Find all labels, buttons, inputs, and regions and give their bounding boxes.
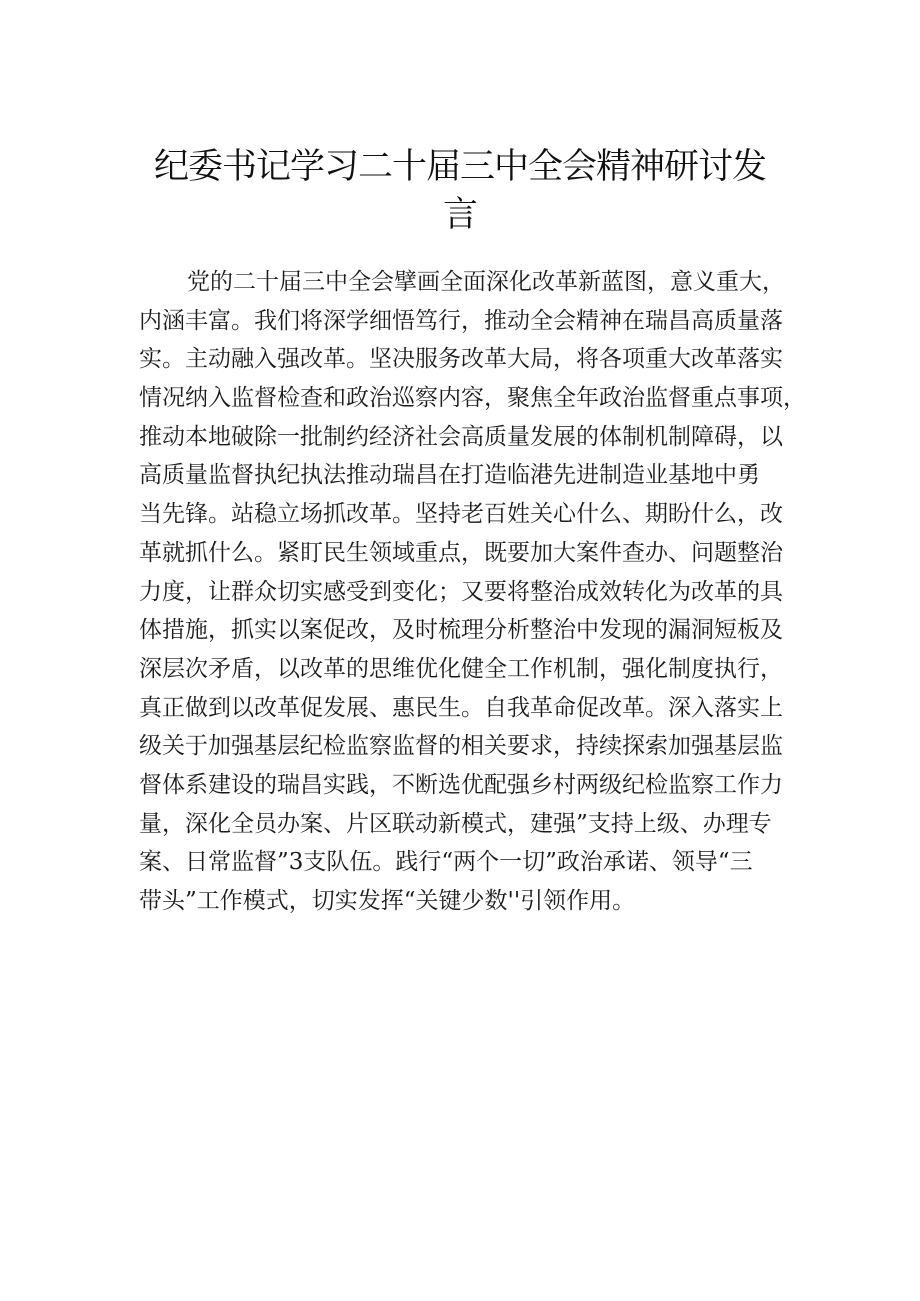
document-title <box>150 143 770 239</box>
body-line: 革就抓什么。紧盯民生领域重点，既要加大案件查办、问题整治 <box>139 539 783 566</box>
title-line-2: 言 <box>442 195 477 235</box>
body-line: 深层次矛盾，以改革的思维优化健全工作机制，强化制度执行， <box>139 655 783 682</box>
body-line: 力度，让群众切实感受到变化；又要将整治成效转化为改革的具 <box>139 578 783 605</box>
body-line: 督体系建设的瑞昌实践，不断选优配强乡村两级纪检监察工作力 <box>139 771 783 798</box>
body-line: 高质量监督执纪执法推动瑞昌在打造临港先进制造业基地中勇 <box>139 462 760 489</box>
body-line: 当先锋。站稳立场抓改革。坚持老百姓关心什么、期盼什么，改 <box>139 501 783 528</box>
body-line: 情况纳入监督检查和政治巡察内容，聚焦全年政治监督重点事项， <box>139 385 806 412</box>
document-body <box>139 263 806 921</box>
title-line-1: 纪委书记学习二十届三中全会精神研讨发 <box>153 147 766 187</box>
body-line: 党的二十届三中全会擘画全面深化改革新蓝图，意义重大， <box>187 269 785 295</box>
body-line: 量，深化全员办案、片区联动新模式，建强”支持上级、办理专 <box>139 810 772 837</box>
body-line: 真正做到以改革促发展、惠民生。自我革命促改革。深入落实上 <box>139 694 783 721</box>
body-line: 内涵丰富。我们将深学细悟笃行，推动全会精神在瑞昌高质量落 <box>139 307 783 334</box>
body-line: 实。主动融入强改革。坚决服务改革大局，将各项重大改革落实 <box>139 346 783 373</box>
body-line: 案、日常监督”3支队伍。践行“两个一切”政治承诺、领导“三 <box>139 849 753 876</box>
body-line: 推动本地破除一批制约经济社会高质量发展的体制机制障碍，以 <box>139 423 783 450</box>
body-line: 带头”工作模式，切实发挥“关键少数''引领作用。 <box>139 888 636 914</box>
body-line: 级关于加强基层纪检监察监督的相关要求，持续探索加强基层监 <box>139 733 783 760</box>
body-line: 体措施，抓实以案促改，及时梳理分析整治中发现的漏洞短板及 <box>139 617 783 644</box>
